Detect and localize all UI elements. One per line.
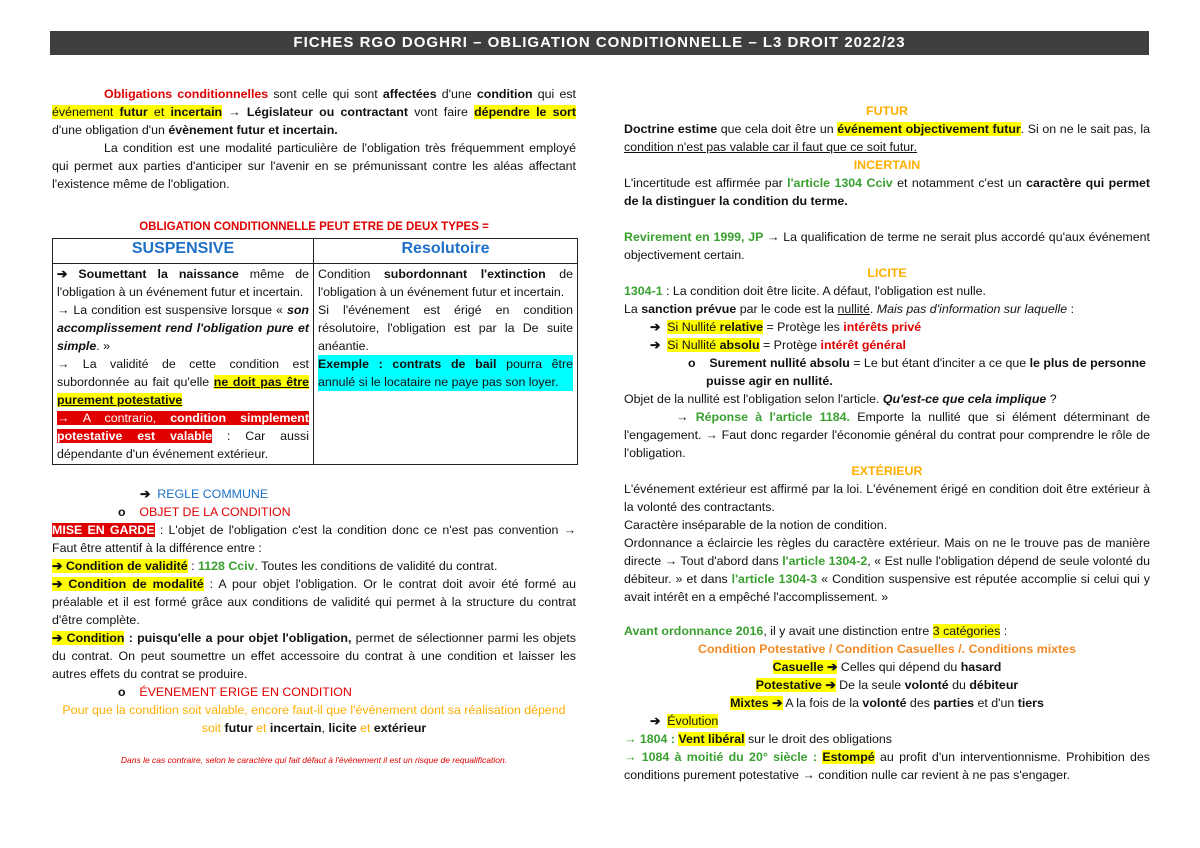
text: , « Est nulle l'obligation dépend de seule volonté du débiteur. » et dans <box>624 554 1150 586</box>
text: 1304-1 <box>624 284 663 298</box>
text: Celles qui dépend du <box>837 660 961 674</box>
left-column: Obligations conditionnelles sont celle qui sont affectées d'une condition qui est événement futur et incertain → Législateur ou contractant vont faire dépendre le sort d'une obligation d'un évènement futur et incertain. La condition est une modalité particulière de l'obligation très fréquemment employé qui permet aux parties d'anticiper sur l'avenir en se prémunissant contre les aléas affectant l'existence même de l'obligation. OBLIGATION CONDITIONNELLE PEUT ETRE DE DEUX TYPES = SUSPENSIVE Resolutoire ➔ Soumettant la naissance même de l'obligation à un événement futur et incertain. → La condition est suspensive lorsque « son accomplissement rend l'obligation pure et simple. » → La validité de cette condition est subordonnée au fait qu'elle ne doit pas être purement potestative → A contrario, condition simplement potestative est valable : Car aussi dépendante d'un événement extérieur. Condition subordonnant l'extinction de l'obligation à un événement futur et incertain. Si l'événement est érigé en condition résolutoire, l'obligation est par la De suite anéantie. Exemple : contrats de bail pourra être annulé si le locataire ne paye pas son loyer. ➔ REGLE COMMUNE o OBJET DE LA CONDITION MISE EN GARDE : L'objet de l'obligation c'est la condition donc ce n'est pas convention → Faut être attentif à la différence entre : ➔ Condition de validité : 1128 Cciv. Toutes les conditions de validité du contrat. ➔ Condition de modalité : A pour objet l'obligation. Or le contrat doit avoir été formé au préalable et il est formé grâce aux conditions de validité qui permet à la structure du contrat d'être complète. ➔ Condition : puisqu'elle a pour objet l'obligation, permet de sélectionner parmi les objets du contrat. On peut soumettre un effet accessoire du contrat à une condition et laisser les autres effets du contrat se produire. o ÉVENEMENT ERIGE EN CONDITION Pour que la condition soit valable, encore faut-il que l'événement dont sa réalisation dépend soit futur et incertain, licite et extérieur Dans le cas contraire, selon le caractère qui fait défaut à l'événement il est un risque de requalification. <box>52 85 576 769</box>
text: . Toutes les conditions de validité du contrat. <box>254 559 498 573</box>
text: , <box>321 721 329 735</box>
text: extérieur <box>373 721 427 735</box>
text: d'une <box>436 87 477 101</box>
text: ? <box>1046 392 1057 406</box>
text: Réponse à l'article 1184. <box>695 410 850 424</box>
text: sur le droit des obligations <box>744 732 892 746</box>
text: Si Nullité <box>667 320 720 334</box>
text: L'événement extérieur est affirmé par la loi. L'événement érigé en condition doit être extérieur à la volonté des contractants. <box>624 482 1150 514</box>
text: Pour que la condition soit valable, encore faut-il que l'événement dont sa réalisation dépend soit <box>62 703 566 735</box>
text: Surement nullité absolu <box>709 356 850 370</box>
text: d'une obligation d'un <box>52 123 169 137</box>
text: → La condition est suspensive lorsque « <box>57 303 287 317</box>
text: → La qualification de terme ne serait plus accordé qu'aux événement objectivement certain. <box>624 230 1150 262</box>
text: ne doit pas être purement potestative <box>57 375 310 407</box>
exterieur-heading: EXTÉRIEUR <box>851 464 923 478</box>
text: Mais pas d'information sur laquelle <box>876 302 1068 316</box>
text: nullité <box>837 302 870 316</box>
text: : puisqu'elle a pour objet l'obligation, <box>124 631 352 645</box>
text: vont faire <box>408 105 475 119</box>
text: . » <box>96 339 111 353</box>
page-header: FICHES RGO DOGHRI – OBLIGATION CONDITIONNELLE – L3 DROIT 2022/23 <box>50 31 1149 55</box>
text: permet de sélectionner parmi les objets du contrat. On peut soumettre un effet accessoire du contrat à une condition et laisser les autres effets du contrat se produire. <box>52 631 576 681</box>
arrow-icon: → <box>222 105 247 119</box>
text: et <box>356 721 374 735</box>
text: . Si on ne le sait pas, la <box>1020 122 1150 136</box>
text: pourra être annulé si le locataire ne paye pas son loyer. <box>318 357 573 389</box>
text: : <box>1067 302 1075 316</box>
text: Législateur ou contractant <box>246 105 408 119</box>
text: futur <box>119 105 148 119</box>
text: absolu <box>719 338 760 352</box>
types-table <box>52 238 578 465</box>
text: A la fois de la <box>782 696 863 710</box>
objet-heading: o OBJET DE LA CONDITION <box>118 505 291 519</box>
text: et <box>252 721 270 735</box>
text: par le code est la <box>736 302 838 316</box>
text: Condition <box>318 267 384 281</box>
text: Vent libéral <box>678 732 745 746</box>
text: condition n'est pas valable car il faut que ce soit futur. <box>624 140 918 154</box>
text: Doctrine estime <box>624 122 718 136</box>
text: « Condition suspensive est réputée accomplie si celui qui y avait intérêt en a empêché l'accomplissement. » <box>624 572 1151 604</box>
text: au profit d'un interventionnisme. Prohibition des conditions purement potestative → condition nulle car revient à ne pas s'engager. <box>624 750 1150 782</box>
regle-commune: ➔ REGLE COMMUNE <box>140 487 269 501</box>
suspensive-header: SUSPENSIVE <box>53 239 314 264</box>
text: La <box>624 302 642 316</box>
types-title: OBLIGATION CONDITIONNELLE PEUT ETRE DE DEUX TYPES = <box>139 221 489 233</box>
text: et notamment c'est un <box>892 176 1027 190</box>
text: intérêt général <box>820 338 906 352</box>
mise-en-garde-badge: MISE EN GARDE <box>52 523 155 537</box>
futur-heading: FUTUR <box>866 104 908 118</box>
text: parties <box>933 696 974 710</box>
text: tiers <box>1017 696 1044 710</box>
text: évènement futur et incertain. <box>168 123 338 137</box>
text: Avant ordonnance 2016 <box>624 624 764 638</box>
text: Ordonnance a éclaircie les règles du caractère extérieur. Mais on ne le trouve pas de manière directe → Tout d'abord dans <box>624 536 1150 568</box>
text: . <box>869 302 877 316</box>
text: Qu'est-ce que cela implique <box>882 392 1047 406</box>
text: son accomplissement rend l'obligation pure et simple <box>57 303 309 353</box>
text: hasard <box>960 660 1002 674</box>
text: Emporte la nullité que si élément déterminant de l'engagement. → Faut donc regarder l'économie général du contrat pour comprendre le rôle de l'obligation. <box>624 410 1151 460</box>
text: Revirement en 1999, JP <box>624 230 764 244</box>
text: événement <box>52 105 114 119</box>
text: = Protège <box>759 338 821 352</box>
text: : A pour objet l'obligation. Or le contrat doit avoir été formé au préalable et il est formé grâce aux conditions de validité qui permet à la structure du contrat d'être complète. <box>52 577 577 627</box>
text: , il y avait une distinction entre <box>763 624 933 638</box>
text: débiteur <box>969 678 1019 692</box>
intro-paragraph <box>52 85 576 139</box>
text: Estompé <box>822 750 875 764</box>
text: : <box>187 559 198 573</box>
text: Potestative <box>755 678 822 692</box>
term-obligations-conditionnelles: Obligations conditionnelles <box>104 87 269 101</box>
suspensive-cell <box>53 264 314 465</box>
text: futur <box>224 721 253 735</box>
text: relative <box>719 320 764 334</box>
text: caractère qui permet de la distinguer la condition du terme. <box>624 176 1150 208</box>
text: intérêts privé <box>843 320 922 334</box>
intro-paragraph-2: La condition est une modalité particulière de l'obligation très fréquemment employé qui permet aux parties d'anticiper sur l'avenir en se prémunissant contre les aléas affectant l'existence même de l'obligation. <box>52 141 576 191</box>
text: Mixtes <box>730 696 769 710</box>
licite-heading: LICITE <box>867 266 907 280</box>
text: → 1804 : <box>624 732 679 746</box>
text: événement objectivement futur <box>837 122 1021 136</box>
evenement-paragraph <box>52 701 576 737</box>
text: → A contrario, <box>57 411 171 425</box>
text: Objet de la nullité est l'obligation selon l'article. <box>624 392 883 406</box>
text: Caractère inséparable de la notion de condition. <box>624 518 888 532</box>
text: Condition de validité <box>65 559 188 573</box>
text: et <box>147 105 171 119</box>
requalification-note: Dans le cas contraire, selon le caractère qui fait défaut à l'événement il est un risque de requalification. <box>120 755 508 765</box>
categories-line: Condition Potestative / Condition Casuelles /. Conditions mixtes <box>698 642 1076 656</box>
text: ➔ Soumettant la naissance <box>57 267 239 281</box>
text: volonté <box>904 678 949 692</box>
text: 1128 Cciv <box>198 559 255 573</box>
text: : L'objet de l'obligation c'est la condition donc ce n'est pas convention → Faut être attentif à la différence entre : <box>52 523 576 555</box>
text: volonté <box>862 696 907 710</box>
text: = Protège les <box>763 320 844 334</box>
text: sanction prévue <box>641 302 737 316</box>
resolutoire-header: Resolutoire <box>314 239 578 264</box>
text: subordonnant l'extinction <box>383 267 546 281</box>
text: Condition <box>66 631 125 645</box>
text: de l'obligation à un événement futur et incertain. <box>318 267 573 299</box>
text: qui est <box>532 87 576 101</box>
text: Exemple : contrats de bail <box>318 357 497 371</box>
text: sont celle qui sont <box>268 87 383 101</box>
text: incertain <box>170 105 223 119</box>
text: le plus de personne puisse agir en nullité. <box>706 356 1146 388</box>
text: l'article 1304-2 <box>782 554 868 568</box>
text: Si Nullité <box>667 338 720 352</box>
text: du <box>948 678 970 692</box>
text: condition simplement potestative est valable <box>57 411 309 443</box>
text: → La validité de cette condition est subordonnée au fait qu'elle <box>57 357 309 389</box>
text: 3 catégories <box>932 624 1001 638</box>
text: OBJET DE LA CONDITION <box>139 505 291 519</box>
text: De la seule <box>835 678 905 692</box>
text: des <box>906 696 934 710</box>
text: → 1084 à moitié du 20° siècle : <box>624 750 823 764</box>
evolution-label: Évolution <box>667 714 719 728</box>
text: condition <box>476 87 533 101</box>
text: l'article 1304 Cciv <box>787 176 893 190</box>
text: : <box>1000 624 1008 638</box>
text: = Le but étant d'inciter a ce que <box>849 356 1030 370</box>
right-column: FUTUR Doctrine estime que cela doit être un événement objectivement futur. Si on ne le sait pas, la condition n'est pas valable car il faut que ce soit futur. INCERTAIN L'incertitude est affirmée par l'article 1304 Cciv et notamment c'est un caractère qui permet de la distinguer la condition du terme. Revirement en 1999, JP → La qualification de terme ne serait plus accordé qu'aux événement objectivement certain. LICITE 1304-1 : La condition doit être licite. A défaut, l'obligation est nulle. La sanction prévue par le code est la nullité. Mais pas d'information sur laquelle : ➔ Si Nullité relative = Protège les intérêts privé ➔ Si Nullité absolu = Protège intérêt général o Surement nullité absolu = Le but étant d'inciter a ce que le plus de personne puisse agir en nullité. Objet de la nullité est l'obligation selon l'article. Qu'est-ce que cela implique ? → Réponse à l'article 1184. Emporte la nullité que si élément déterminant de l'engagement. → Faut donc regarder l'économie général du contrat pour comprendre le rôle de l'obligation. EXTÉRIEUR L'événement extérieur est affirmé par la loi. L'événement érigé en condition doit être extérieur à la volonté des contractants. Caractère inséparable de la notion de condition. Ordonnance a éclaircie les règles du caractère extérieur. Mais on ne le trouve pas de manière directe → Tout d'abord dans l'article 1304-2, « Est nulle l'obligation dépend de seule volonté du débiteur. » et dans l'article 1304-3 « Condition suspensive est réputée accomplie si celui qui y avait intérêt en a empêché l'accomplissement. » Avant ordonnance 2016, il y avait une distinction entre 3 catégories : Condition Potestative / Condition Casuelles /. Conditions mixtes Casuelle ➔ Celles qui dépend du hasard Potestative ➔ De la seule volonté du débiteur Mixtes ➔ A la fois de la volonté des parties et d'un tiers ➔ Évolution → 1804 : Vent libéral sur le droit des obligations → 1084 à moitié du 20° siècle : Estompé au profit d'un interventionnisme. Prohibition des conditions purement potestative → condition nulle car revient à ne pas s'engager. <box>624 104 1151 782</box>
incertain-heading: INCERTAIN <box>853 158 921 172</box>
text: ÉVENEMENT ERIGE EN CONDITION <box>139 685 352 699</box>
text: l'article 1304-3 <box>731 572 818 586</box>
text: dépendre le sort <box>474 105 577 119</box>
text: licite <box>328 721 357 735</box>
text: L'incertitude est affirmée par <box>624 176 788 190</box>
text: et d'un <box>974 696 1018 710</box>
text: : Car aussi dépendante d'un événement extérieur. <box>57 429 309 461</box>
resolutoire-cell <box>314 264 578 465</box>
text: affectées <box>382 87 437 101</box>
text: Casuelle <box>772 660 824 674</box>
text: même de l'obligation à un événement futur et incertain. <box>57 267 310 299</box>
text: : La condition doit être licite. A défaut, l'obligation est nulle. <box>662 284 986 298</box>
text: Si l'événement est érigé en condition résolutoire, l'obligation est par la De suite anéantie. <box>318 303 573 353</box>
text: que cela doit être un <box>717 122 838 136</box>
evenement-heading: o ÉVENEMENT ERIGE EN CONDITION <box>118 685 352 699</box>
text: Condition de modalité <box>68 577 204 591</box>
text: incertain <box>269 721 322 735</box>
text: REGLE COMMUNE <box>157 487 269 501</box>
